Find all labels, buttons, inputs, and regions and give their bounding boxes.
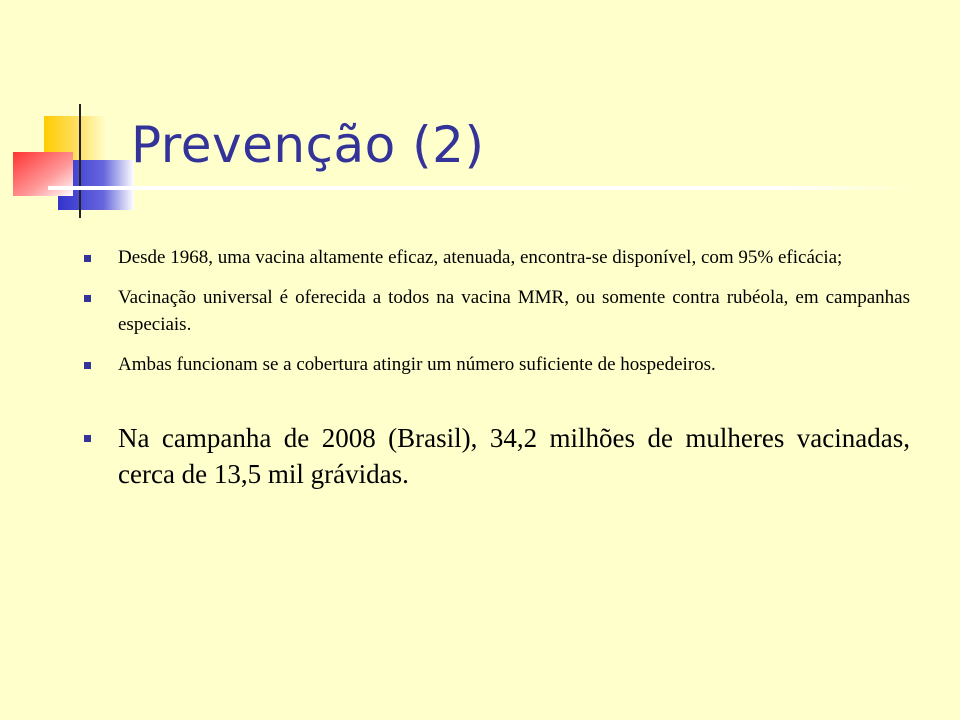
title-underline xyxy=(48,186,910,190)
square-bullet-icon xyxy=(84,295,91,302)
decorative-squares-logo xyxy=(0,0,140,230)
square-bullet-icon xyxy=(84,255,91,262)
square-bullet-icon xyxy=(84,362,91,369)
bullet-text: Desde 1968, uma vacina altamente eficaz, atenuada, encontra-se disponível, com 95% eficácia; xyxy=(118,247,843,268)
bullet-item xyxy=(84,420,910,492)
bullet-text: Ambas funcionam se a cobertura atingir um número suficiente de hospedeiros. xyxy=(118,354,716,375)
bullet-text: Vacinação universal é oferecida a todos na vacina MMR, ou somente contra rubéola, em campanhas especiais. xyxy=(118,287,910,335)
bullet-item xyxy=(84,284,910,338)
bullet-item xyxy=(84,244,910,271)
bullet-item xyxy=(84,351,910,378)
square-bullet-icon xyxy=(84,435,91,442)
bullet-list xyxy=(84,244,910,492)
bullet-text: Na campanha de 2008 (Brasil), 34,2 milhões de mulheres vacinadas, cerca de 13,5 mil grávidas. xyxy=(118,423,910,489)
slide-title: Prevenção (2) xyxy=(131,116,485,174)
